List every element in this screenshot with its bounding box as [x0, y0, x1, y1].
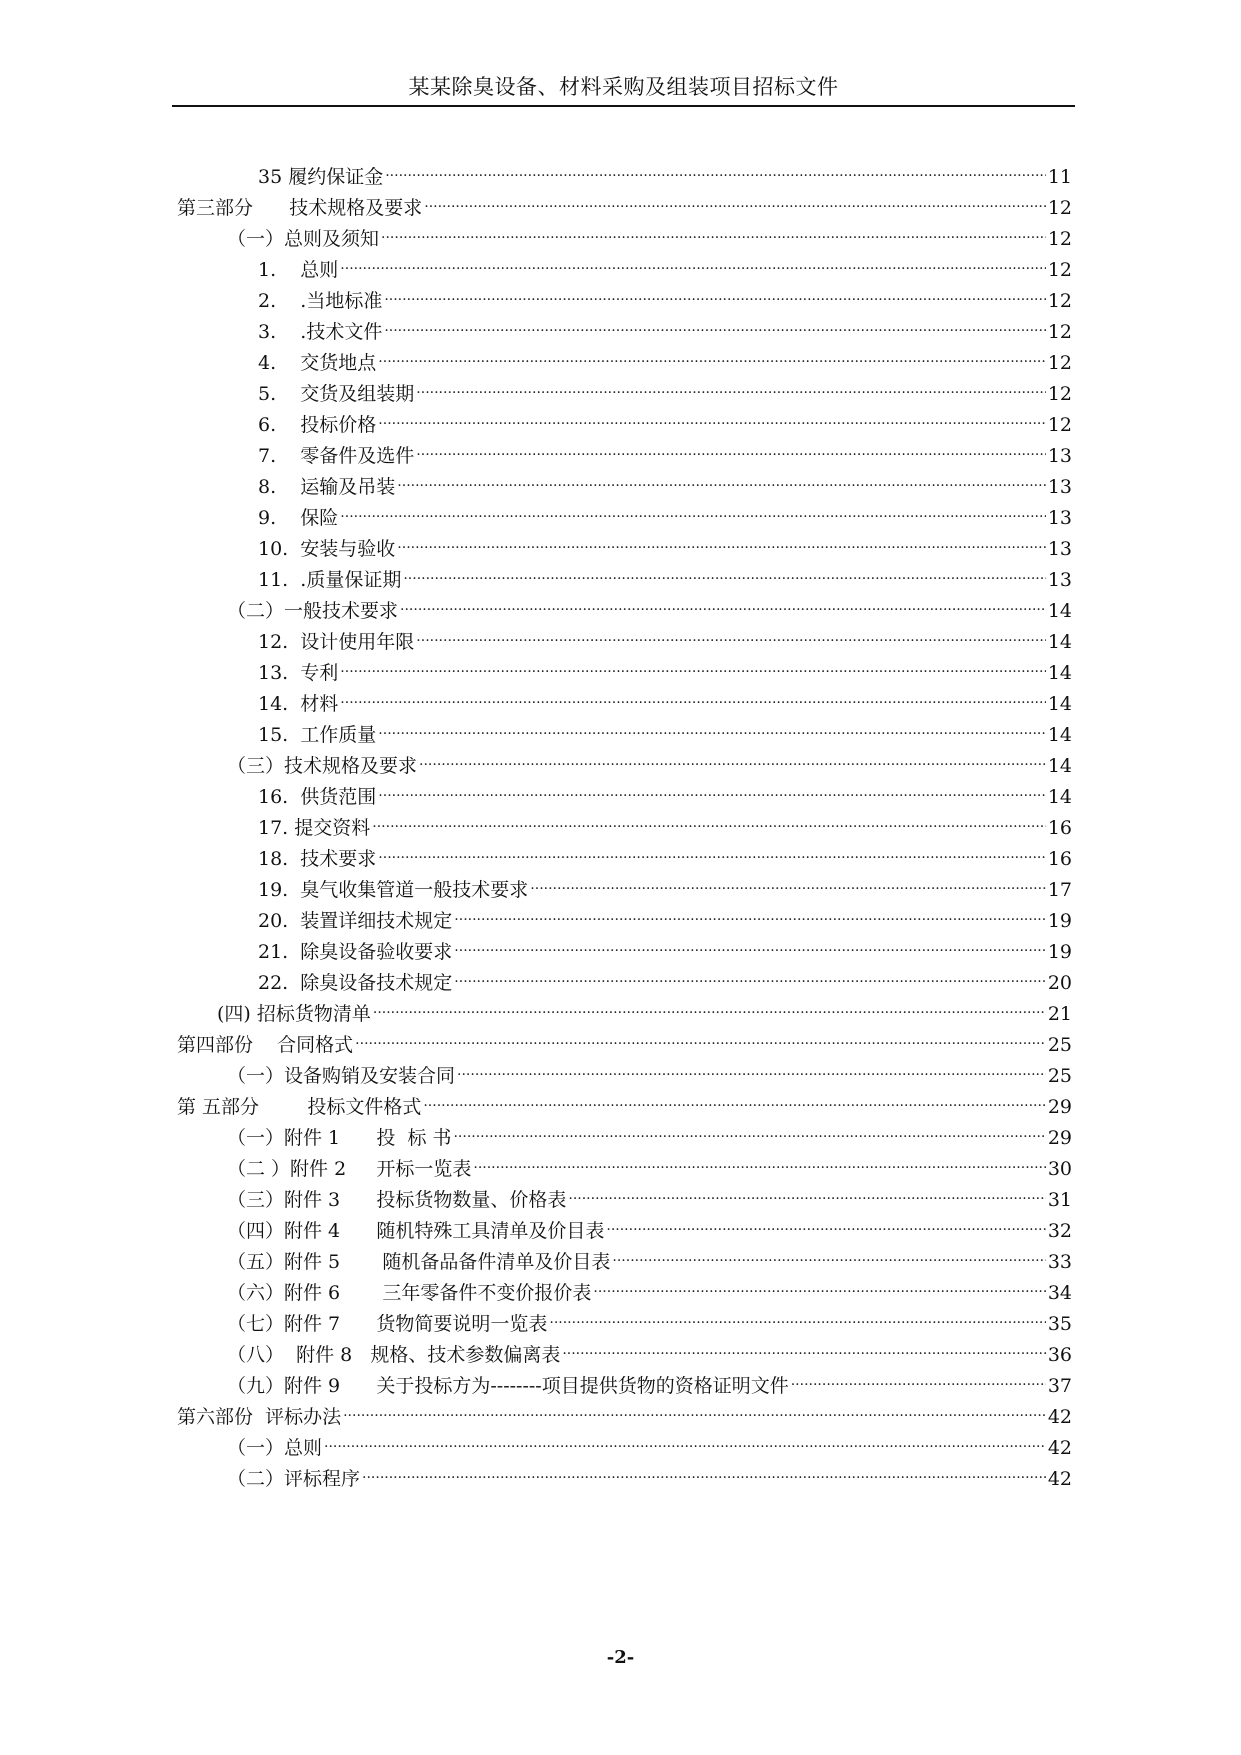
toc-entry-page: 29 — [1047, 1096, 1072, 1118]
toc-dot-leader — [562, 1330, 1045, 1361]
toc-entry-label: 22. 除臭设备技术规定 — [258, 972, 453, 994]
toc-entry-page: 42 — [1047, 1437, 1072, 1459]
toc-entry-page: 20 — [1047, 972, 1072, 994]
toc-entry-label: 12. 设计使用年限 — [258, 631, 415, 653]
toc-entry-label: 3. .技术文件 — [258, 321, 383, 343]
toc-dot-leader — [373, 989, 1046, 1020]
toc-entry-page: 21 — [1047, 1003, 1072, 1025]
toc-dot-leader — [454, 896, 1046, 927]
toc-entry-label: 13. 专利 — [258, 662, 339, 684]
toc-entry-label: 6. 投标价格 — [258, 414, 377, 436]
toc-dot-leader — [416, 431, 1046, 462]
toc-dot-leader — [612, 1237, 1045, 1268]
toc-dot-leader — [454, 958, 1046, 989]
toc-dot-leader — [416, 369, 1046, 400]
toc-dot-leader — [340, 648, 1046, 679]
toc-dot-leader — [340, 493, 1046, 524]
toc-dot-leader — [324, 1423, 1046, 1454]
toc-entry-page: 12 — [1047, 414, 1072, 436]
toc-entry-label: （四）附件 4 随机特殊工具清单及价目表 — [227, 1220, 605, 1242]
toc-dot-leader — [355, 1020, 1046, 1051]
toc-dot-leader — [568, 1175, 1045, 1206]
toc-dot-leader — [384, 307, 1045, 338]
toc-entry-page: 16 — [1047, 817, 1072, 839]
toc-dot-leader — [791, 1361, 1046, 1392]
toc-entry-page: 32 — [1047, 1220, 1072, 1242]
toc-dot-leader — [454, 927, 1046, 958]
toc-dot-leader — [416, 617, 1046, 648]
toc-entry-page: 13 — [1047, 569, 1072, 591]
toc-entry-label: 18. 技术要求 — [258, 848, 377, 870]
toc-dot-leader — [343, 1392, 1046, 1423]
toc-entry-page: 19 — [1047, 910, 1072, 932]
toc-dot-leader — [385, 152, 1046, 183]
page-number: -2- — [606, 1647, 635, 1668]
toc-entry-label: 第 五部分 投标文件格式 — [177, 1096, 422, 1118]
toc-entry-page: 12 — [1047, 321, 1072, 343]
toc-entry-page: 34 — [1047, 1282, 1072, 1304]
toc-entry-page: 30 — [1047, 1158, 1072, 1180]
toc-dot-leader — [378, 400, 1046, 431]
toc-dot-leader — [340, 679, 1046, 710]
toc-entry-label: 7. 零备件及选件 — [258, 445, 415, 467]
toc-dot-leader — [381, 214, 1046, 245]
toc-entry-label: （九）附件 9 关于投标方为--------项目提供货物的资格证明文件 — [227, 1375, 789, 1397]
toc-entry-label: (四) 招标货物清单 — [217, 1003, 371, 1025]
toc-dot-leader — [457, 1051, 1046, 1082]
toc-entry-label: 2. .当地标准 — [258, 290, 383, 312]
toc-entry-page: 35 — [1047, 1313, 1072, 1335]
toc-entry-page: 13 — [1047, 445, 1072, 467]
toc-dot-leader — [340, 245, 1046, 276]
toc-entry-page: 14 — [1047, 755, 1072, 777]
toc-entry-page: 14 — [1047, 693, 1072, 715]
toc-entry-page: 12 — [1047, 352, 1072, 374]
toc-entry-label: 第三部分 技术规格及要求 — [177, 197, 423, 219]
toc-entry-label: （七）附件 7 货物简要说明一览表 — [227, 1313, 548, 1335]
toc-entry-page: 29 — [1047, 1127, 1072, 1149]
toc-entry-label: （三）附件 3 投标货物数量、价格表 — [227, 1189, 567, 1211]
toc-entry-label: （一）总则 — [227, 1437, 323, 1459]
toc-entry-label: 20. 装置详细技术规定 — [258, 910, 453, 932]
toc-entry-page: 12 — [1047, 383, 1072, 405]
toc-entry-label: 4. 交货地点 — [258, 352, 377, 374]
toc-entry-label: （一）总则及须知 — [227, 228, 380, 250]
toc-entry-page: 11 — [1047, 166, 1072, 188]
toc-entry-page: 14 — [1047, 631, 1072, 653]
toc-entry-page: 12 — [1047, 197, 1072, 219]
toc-entry-label: （三）技术规格及要求 — [227, 755, 418, 777]
toc-entry-label: 15. 工作质量 — [258, 724, 377, 746]
toc-entry-label: 第四部份 合同格式 — [177, 1034, 354, 1056]
toc-entry-page: 33 — [1047, 1251, 1072, 1273]
toc-dot-leader — [384, 276, 1045, 307]
toc-entry-page: 42 — [1047, 1406, 1072, 1428]
toc-entry-page: 14 — [1047, 724, 1072, 746]
toc-entry[interactable] — [177, 152, 1072, 188]
toc-dot-leader — [397, 462, 1046, 493]
toc-dot-leader — [549, 1299, 1045, 1330]
toc-entry-label: 8. 运输及吊装 — [258, 476, 396, 498]
toc-entry-page: 14 — [1047, 786, 1072, 808]
toc-dot-leader — [378, 834, 1046, 865]
toc-entry-label: （二 ）附件 2 开标一览表 — [227, 1158, 472, 1180]
toc-dot-leader — [378, 338, 1046, 369]
toc-entry-page: 12 — [1047, 290, 1072, 312]
toc-entry-page: 37 — [1047, 1375, 1072, 1397]
toc-entry-label: 5. 交货及组装期 — [258, 383, 415, 405]
toc-dot-leader — [424, 183, 1046, 214]
toc-entry-page: 13 — [1047, 476, 1072, 498]
toc-entry-page: 12 — [1047, 259, 1072, 281]
toc-dot-leader — [593, 1268, 1045, 1299]
toc-entry-label: 9. 保险 — [258, 507, 339, 529]
toc-entry-page: 19 — [1047, 941, 1072, 963]
toc-entry-page: 13 — [1047, 507, 1072, 529]
toc-dot-leader — [397, 524, 1046, 555]
toc-entry-page: 42 — [1047, 1468, 1072, 1490]
toc-entry-label: 19. 臭气收集管道一般技术要求 — [258, 879, 529, 901]
toc-entry-page: 25 — [1047, 1034, 1072, 1056]
toc-entry-label: （八） 附件 8 规格、技术参数偏离表 — [227, 1344, 561, 1366]
toc-dot-leader — [473, 1144, 1045, 1175]
toc-entry-page: 16 — [1047, 848, 1072, 870]
header-rule — [172, 105, 1075, 107]
toc-entry-page: 17 — [1047, 879, 1072, 901]
toc-dot-leader — [362, 1454, 1046, 1485]
toc-entry-label: （六）附件 6 三年零备件不变价报价表 — [227, 1282, 592, 1304]
toc-dot-leader — [378, 772, 1046, 803]
toc-entry-label: 17. 提交资料 — [258, 817, 371, 839]
toc-entry-label: 第六部份 评标办法 — [177, 1406, 342, 1428]
toc-dot-leader — [378, 710, 1046, 741]
toc-entry-label: （五）附件 5 随机备品备件清单及价目表 — [227, 1251, 611, 1273]
toc-entry-label: （一）设备购销及安装合同 — [227, 1065, 456, 1087]
toc-entry-page: 12 — [1047, 228, 1072, 250]
toc-entry-label: 14. 材料 — [258, 693, 339, 715]
toc-entry-label: 35 履约保证金 — [258, 166, 384, 188]
toc-entry-label: 16. 供货范围 — [258, 786, 377, 808]
toc-entry-page: 13 — [1047, 538, 1072, 560]
toc-dot-leader — [372, 803, 1046, 834]
toc-entry-label: （一）附件 1 投 标 书 — [227, 1127, 452, 1149]
toc-entry-label: 11. .质量保证期 — [258, 569, 402, 591]
toc-entry-page: 31 — [1047, 1189, 1072, 1211]
toc-entry-label: （二）评标程序 — [227, 1468, 361, 1490]
toc-entry-page: 25 — [1047, 1065, 1072, 1087]
toc-entry-label: 21. 除臭设备验收要求 — [258, 941, 453, 963]
toc-dot-leader — [419, 741, 1046, 772]
toc-entry-label: 1. 总则 — [258, 259, 339, 281]
document-header-title: 某某除臭设备、材料采购及组装项目招标文件 — [408, 75, 839, 99]
table-of-contents — [177, 152, 1072, 1490]
toc-dot-leader — [423, 1082, 1045, 1113]
toc-entry-label: 10. 安装与验收 — [258, 538, 396, 560]
toc-entry-page: 14 — [1047, 662, 1072, 684]
toc-entry-page: 36 — [1047, 1344, 1072, 1366]
toc-dot-leader — [606, 1206, 1045, 1237]
toc-entry-label: （二）一般技术要求 — [227, 600, 399, 622]
toc-dot-leader — [400, 586, 1046, 617]
toc-entry-page: 14 — [1047, 600, 1072, 622]
toc-dot-leader — [453, 1113, 1045, 1144]
toc-dot-leader — [530, 865, 1046, 896]
toc-dot-leader — [403, 555, 1045, 586]
